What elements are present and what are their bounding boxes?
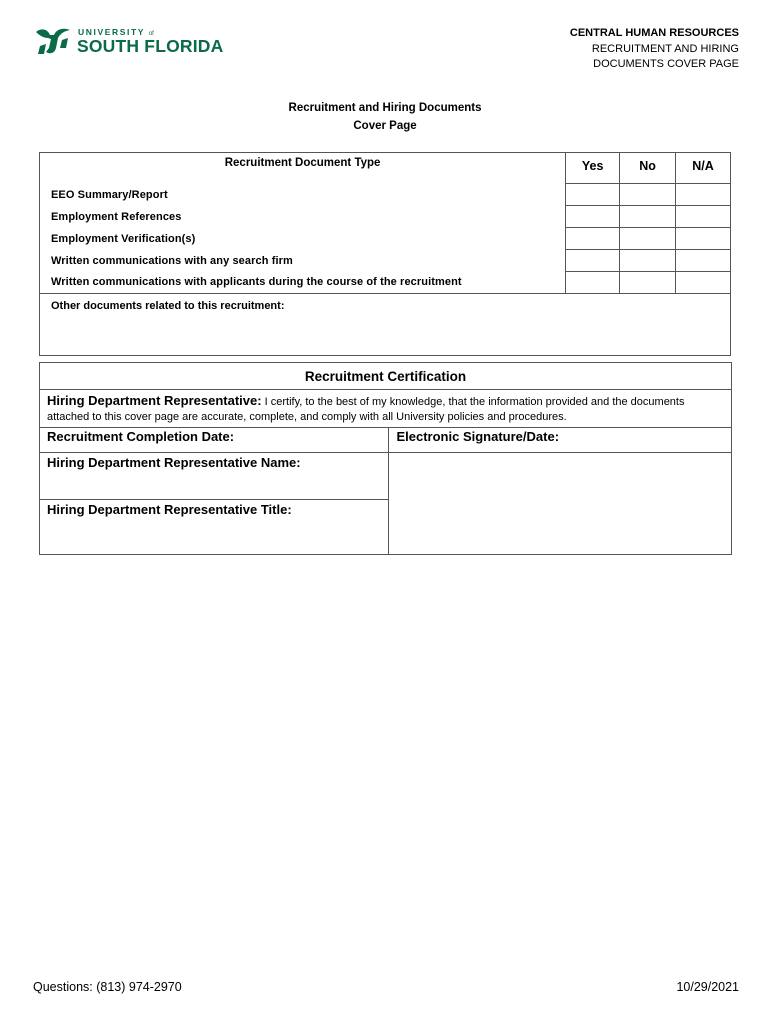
title-line-2: Cover Page (353, 120, 417, 132)
yes-cell-eeo-summary[interactable] (566, 184, 620, 206)
signature-date-label: Electronic Signature/Date: (389, 428, 732, 453)
table-row (40, 272, 731, 294)
rep-name-field[interactable]: Hiring Department Representative Name: (40, 453, 389, 500)
na-cell-applicant-communications[interactable] (676, 272, 731, 294)
yes-cell-search-firm[interactable] (566, 250, 620, 272)
no-cell-applicant-communications[interactable] (620, 272, 676, 294)
yes-cell-applicant-communications[interactable] (566, 272, 620, 294)
header-department (570, 26, 739, 73)
yes-cell-employment-verification[interactable] (566, 228, 620, 250)
bull-horns-icon (34, 26, 74, 56)
na-cell-employment-references[interactable] (676, 206, 731, 228)
signature-area[interactable] (389, 453, 732, 555)
header-line-1: CENTRAL HUMAN RESOURCES (569, 27, 739, 39)
certification-heading: Recruitment Certification (40, 363, 732, 390)
logo-university-text: UNIVERSITY of (78, 27, 154, 37)
col-header-no: No (620, 153, 676, 184)
col-header-document-type: Recruitment Document Type (40, 153, 566, 184)
table-row (40, 228, 731, 250)
usf-logo (34, 26, 224, 58)
row-label-applicant-communications: Written communications with applicants during the course of the recruitment (40, 272, 566, 294)
footer-questions: Questions: (813) 974-2970 (33, 980, 182, 994)
page-title (0, 99, 770, 135)
certification-table (39, 362, 732, 555)
no-cell-search-firm[interactable] (620, 250, 676, 272)
table-row (40, 184, 731, 206)
footer-date: 10/29/2021 (676, 980, 739, 994)
header-line-2: RECRUITMENT AND HIRING (591, 42, 739, 55)
certification-rep-label: Hiring Department Representative: (47, 393, 262, 408)
rep-title-field[interactable]: Hiring Department Representative Title: (40, 500, 389, 555)
yes-cell-employment-references[interactable] (566, 206, 620, 228)
na-cell-search-firm[interactable] (676, 250, 731, 272)
no-cell-employment-verification[interactable] (620, 228, 676, 250)
other-documents-field[interactable]: Other documents related to this recruitment: (40, 294, 731, 356)
no-cell-eeo-summary[interactable] (620, 184, 676, 206)
no-cell-employment-references[interactable] (620, 206, 676, 228)
col-header-na: N/A (676, 153, 731, 184)
table-row (40, 206, 731, 228)
header-line-3: DOCUMENTS COVER PAGE (593, 58, 739, 70)
row-label-employment-references: Employment References (40, 206, 566, 228)
document-type-table (39, 152, 731, 356)
col-header-yes: Yes (566, 153, 620, 184)
completion-date-field[interactable]: Recruitment Completion Date: (40, 428, 389, 453)
certification-statement (40, 390, 732, 428)
na-cell-eeo-summary[interactable] (676, 184, 731, 206)
logo-south-florida-text: SOUTH FLORIDA (77, 36, 224, 56)
certification-rep-text: I certify, to the best of my knowledge, that the information provided and the documents attached to this cover page are accurate, complete, and comply with all University policies and procedures. (47, 396, 685, 423)
row-label-employment-verification: Employment Verification(s) (40, 228, 566, 250)
row-label-search-firm: Written communications with any search firm (40, 250, 566, 272)
title-line-1: Recruitment and Hiring Documents (288, 102, 482, 114)
table-row (40, 250, 731, 272)
row-label-eeo-summary: EEO Summary/Report (40, 184, 566, 206)
na-cell-employment-verification[interactable] (676, 228, 731, 250)
